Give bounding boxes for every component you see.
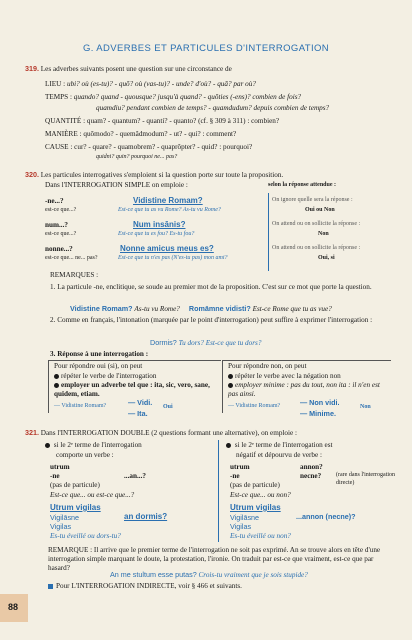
lieu-line: LIEU : ubi? où (es-tu)? - quō? où (vas-tu)? - unde? d'où? - quā? par où? (45, 80, 256, 88)
left-ex-2: Vigilāsne (50, 513, 80, 522)
fr-ex-num: Est-ce que tu es fou? Es-tu fou? (118, 231, 195, 237)
non-label: Non (360, 404, 371, 410)
oui-label: Oui (163, 404, 173, 410)
square-bullet-icon (48, 584, 53, 589)
cause-line: CAUSE : cur? - quare? - quamobrem? - quaprŏpter? - quid? : pourquoi? (45, 143, 253, 151)
bullet-icon (54, 383, 59, 388)
s321-remark: REMARQUE : Il arrive que le premier terme de l'interrogation ne soit pas exprimé. An se trouve alors en tête d'une interrogation simple marquant le doute, la protestation, l'ironie. On traduit par est-ce que vraiment, est-ce que par hasard? (48, 546, 381, 572)
left-head: si le 2ᵉ terme de l'interrogation (45, 441, 142, 450)
maniere-line: MANIÈRE : quōmodo? - quemădmodum? - ut? - qui? : comment? (45, 130, 237, 138)
right-necne: necne? (300, 472, 322, 480)
oui-b1: répéter le verbe de l'interrogation (54, 372, 156, 381)
oui-ans-1: — Vidi. (128, 398, 153, 407)
remarques-heading: REMARQUES : (50, 271, 99, 279)
non-b1: répéter le verbe avec la négation non (228, 372, 341, 381)
left-head-2: comporte un verbe : (56, 451, 114, 459)
particle-num: num...? (45, 221, 68, 229)
right-ex-3: Vigilas (230, 522, 252, 531)
s321-intro: 321. Dans l'INTERROGATION DOUBLE (2 questions formant une alternative), on emploie : (25, 428, 297, 437)
indirect-note: Pour L'INTERROGATION INDIRECTE, voir § 466 et suivants. (48, 582, 242, 591)
oui-example: — Vidistine Romam? (54, 403, 107, 409)
column-divider (268, 193, 269, 271)
s319-intro: 319. Les adverbes suivants posent une question sur une circonstance de (25, 64, 232, 73)
right-pas: (pas de particule) (230, 481, 280, 489)
left-utrum: utrum (50, 463, 70, 471)
bullet-icon (228, 374, 233, 379)
s321-remark-example: An me stultum esse putas? Crois-tu vraiment que je sois stupide? (110, 570, 308, 579)
right-ex-1: Utrum vigilas (230, 503, 281, 512)
left-ex-3: Vigilas (50, 522, 72, 531)
answer-nonne: Oui, si (318, 255, 335, 261)
remark-2-example: Dormis? Tu dors? Est-ce que tu dors? (150, 338, 262, 347)
left-ex-1: Utrum vigilas (50, 503, 101, 512)
non-ans-1: — Non vidi. (300, 398, 340, 407)
latin-ex-nonne: Nonne amicus meus es? (120, 244, 214, 253)
particle-nonne: nonne...? (45, 245, 73, 253)
right-ex-fr: Es-tu éveillé ou non? (230, 532, 291, 540)
left-fr: Est-ce que... ou est-ce que...? (50, 491, 135, 499)
left-ex-an: an dormis? (124, 512, 168, 521)
latin-ex-ne: Vidistine Romam? (133, 196, 203, 205)
particle-nonne-gloss: est-ce que... ne... pas? (45, 255, 98, 261)
right-head: si le 2ᵉ terme de l'interrogation est (226, 441, 333, 450)
right-head-2: négatif et dépourvu de verbe : (236, 451, 323, 459)
note-num: On attend ou on sollicite la réponse : (272, 221, 361, 227)
temps-line-2: quamdiu? pendant combien de temps? - quamdudum? depuis combien de temps? (96, 104, 330, 112)
remark-3: 3. Réponse à une interrogation : (50, 350, 149, 358)
right-ex-2: Vigilāsne (230, 513, 260, 522)
s320-intro: 320. Les particules interrogatives s'emploient si la question porte sur toute la proposition. (25, 170, 284, 179)
non-b2: employer minime : pas du tout, non ita : il n'en est pas ainsi. (228, 381, 380, 398)
latin-ex-num: Num insānis? (133, 220, 186, 229)
oui-ans-2: — Ita. (128, 409, 148, 418)
right-ne: -ne (230, 472, 240, 480)
right-utrum: utrum (230, 463, 250, 471)
temps-line: TEMPS : quando? quand - quousque? jusqu'à quand? - quŏties (-ens)? combien de fois? (45, 93, 302, 101)
particle-num-gloss: est-ce que...? (45, 231, 77, 237)
s321-divider (218, 440, 219, 542)
bullet-icon (45, 443, 50, 448)
note-ne: On ignore quelle sera la réponse : (272, 197, 353, 203)
bullet-icon (226, 443, 231, 448)
bullet-icon (228, 383, 233, 388)
section-title: G. ADVERBES ET PARTICULES D'INTERROGATION (82, 43, 330, 54)
oui-b2: employer un adverbe tel que : ita, sic, vero, sane, quidem, etiam. (54, 381, 210, 398)
left-pas: (pas de particule) (50, 481, 100, 489)
bullet-icon (54, 374, 59, 379)
non-ans-2: — Minime. (300, 409, 336, 418)
answer-num: Non (318, 231, 329, 237)
right-necne-note: (rare dans l'interrogation directe) (336, 472, 396, 486)
fr-ex-ne: Est-ce que tu as vu Rome? As-tu vu Rome? (118, 207, 221, 213)
left-ex-fr: Es-tu éveillé ou dors-tu? (50, 532, 121, 540)
cause-line-2: quidni? quin? pourquoi ne... pas? (96, 154, 178, 160)
s320-intro-2: Dans l'INTERROGATION SIMPLE on emploie : (45, 181, 188, 189)
right-ex-an: ...annon (necne)? (296, 512, 356, 521)
left-ne: -ne (50, 472, 60, 480)
remark-1-examples: Vidistine Romam? As-tu vu Rome? Romāmne vidisti? Est-ce Rome que tu as vue? (70, 304, 332, 313)
right-fr: Est-ce que... ou non? (230, 491, 291, 499)
non-example: — Vidistine Romam? (228, 403, 281, 409)
oui-head: Pour répondre oui (si), on peut (54, 362, 143, 370)
particle-ne-gloss: est-ce que...? (45, 207, 77, 213)
page-number-tab (0, 594, 28, 622)
quantite-line: QUANTITÉ : quam? - quantum? - quanti? - quanto? (cf. § 309 à 311) : combien? (45, 117, 280, 125)
note-nonne: On attend ou on sollicite la réponse : (272, 245, 361, 251)
particle-ne: -ne...? (45, 197, 64, 205)
page-number: 88 (8, 602, 19, 612)
non-head: Pour répondre non, on peut (228, 362, 307, 370)
answer-ne: Oui ou Non (305, 207, 335, 213)
remark-1: 1. La particule -ne, enclitique, se soude au premier mot de la proposition. C'est sur ce mot que porte la question. (50, 283, 372, 291)
s320-intro-right: selon la réponse attendue : (268, 182, 336, 188)
fr-ex-nonne: Est-ce que tu n'es pas (N'es-tu pas) mon ami? (118, 255, 228, 261)
right-annon: annon? (300, 463, 323, 471)
remark-2: 2. Comme en français, l'intonation (marquée par le point d'interrogation) peut suffire à exprimer l'interrogation : (50, 316, 373, 324)
left-an: ...an...? (124, 472, 146, 480)
